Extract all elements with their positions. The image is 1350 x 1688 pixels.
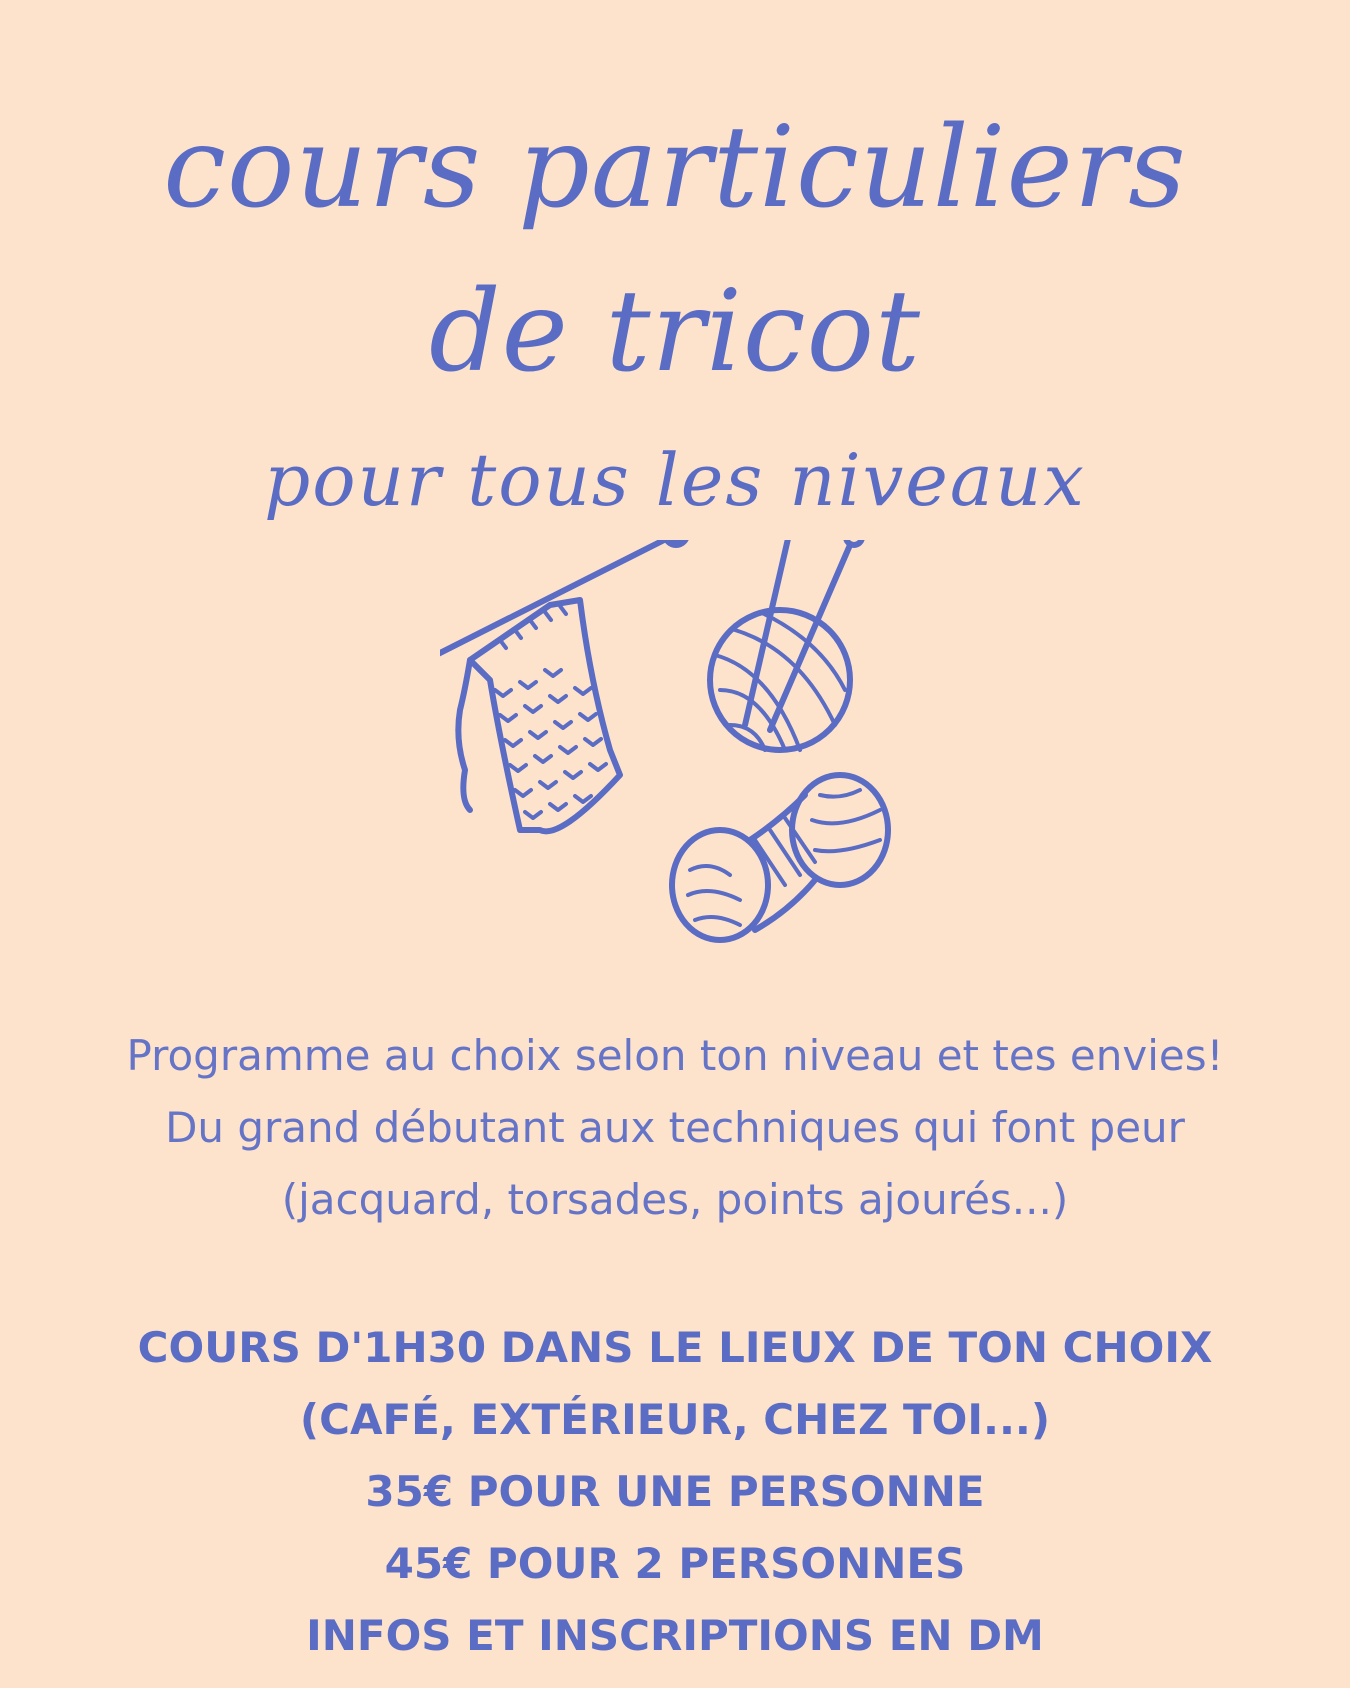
- description-line-1: Programme au choix selon ton niveau et tes envies!: [126, 1031, 1224, 1080]
- description-line-2: Du grand débutant aux techniques qui font peur: [165, 1103, 1185, 1152]
- info-line-contact: INFOS ET INSCRIPTIONS EN DM: [306, 1611, 1044, 1660]
- info-line-price-two: 45€ POUR 2 PERSONNES: [384, 1539, 966, 1588]
- title-line-2: de tricot: [428, 267, 922, 397]
- info-line-duration: COURS D'1H30 DANS LE LIEUX DE TON CHOIX: [137, 1323, 1213, 1372]
- title-line-1: cours particuliers: [163, 103, 1187, 233]
- description: [0, 1020, 1350, 1236]
- yarn-ball-icon: [710, 540, 862, 750]
- course-info: [0, 1312, 1350, 1672]
- yarn-skein-icon: [672, 775, 888, 940]
- info-line-price-one: 35€ POUR UNE PERSONNE: [365, 1467, 985, 1516]
- subtitle: pour tous les niveaux: [264, 438, 1086, 522]
- knitting-yarn-icon: [440, 540, 940, 980]
- description-line-3: (jacquard, torsades, points ajourés...): [281, 1175, 1069, 1224]
- info-line-places: (CAFÉ, EXTÉRIEUR, CHEZ TOI...): [299, 1395, 1051, 1444]
- knitting-needle-icon: [440, 540, 687, 658]
